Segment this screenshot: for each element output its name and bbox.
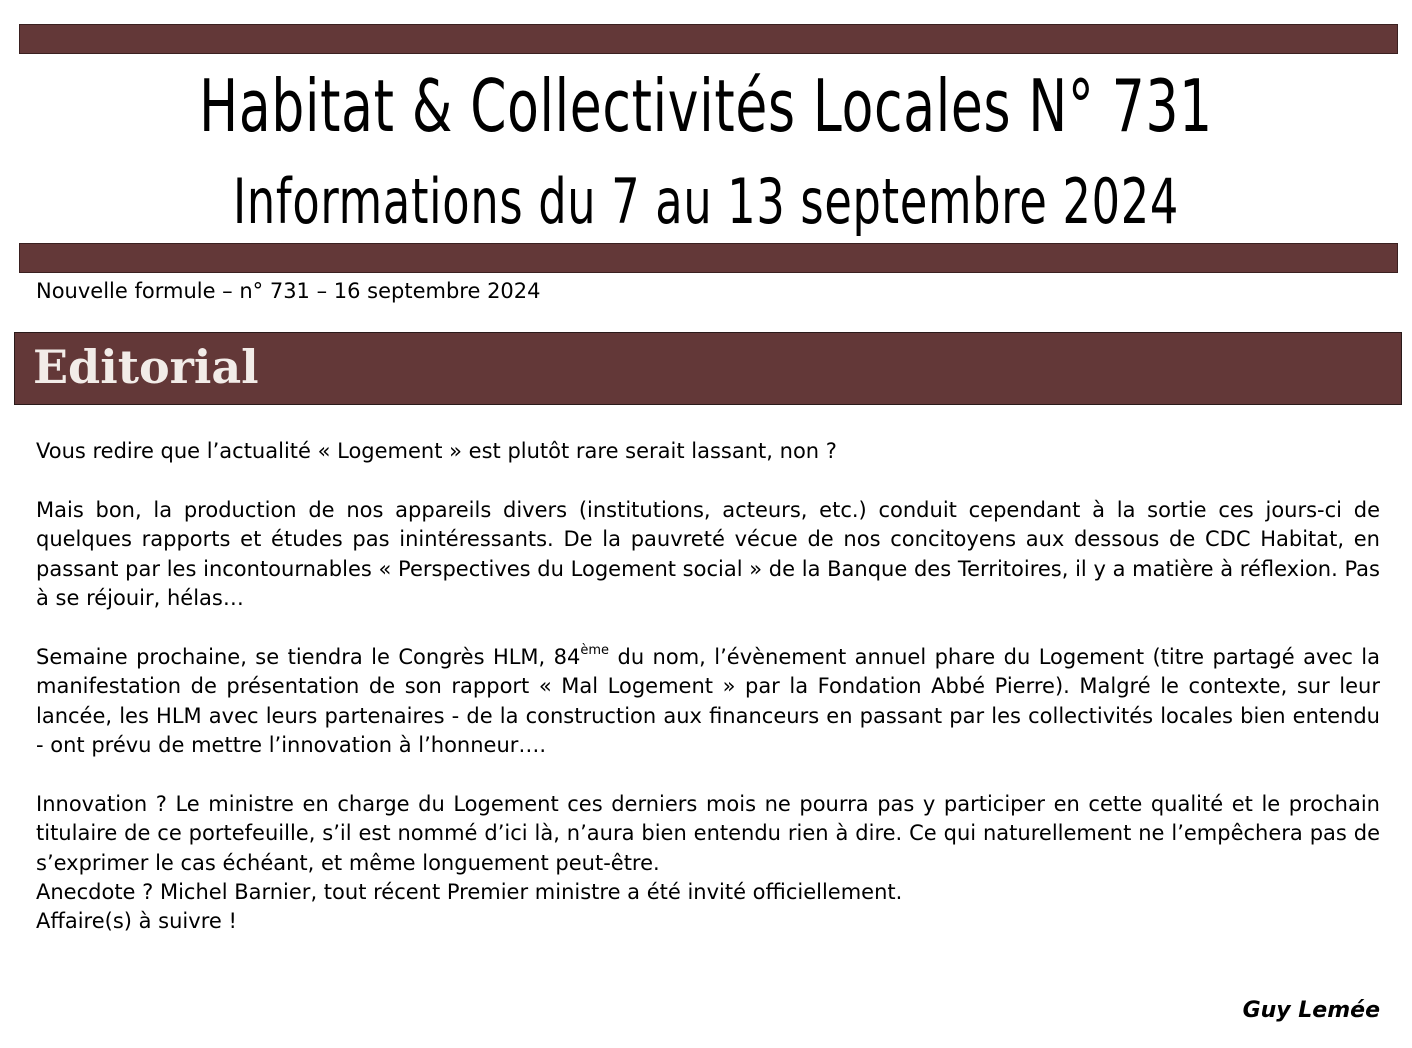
- masthead-title: Habitat & Collectivités Locales N° 731: [199, 64, 1213, 148]
- section-header-editorial: [14, 332, 1402, 405]
- paragraph-3-end: du nom, l’évènement annuel phare du Logement (titre partagé avec la manifestation de présentation de son rapport « Mal Logement » par la Fondation Abbé Pierre). Malgré le contexte, sur leur lancée, les HLM avec leurs partenaires - de la construction aux financeurs en passant par les collectivités locales bien entendu - ont prévu de mettre l’innovation à l’honneur….: [36, 645, 1380, 758]
- header-bottom-rule: [19, 243, 1398, 273]
- section-title: Editorial: [33, 340, 259, 394]
- editorial-paragraph-3: [36, 643, 1380, 761]
- editorial-paragraph-6: Affaire(s) à suivre !: [36, 909, 237, 933]
- masthead-subtitle: Informations du 7 au 13 septembre 2024: [233, 165, 1179, 238]
- paragraph-3-start: Semaine prochaine, se tiendra le Congrès HLM, 84: [36, 645, 581, 669]
- author-signature: Guy Lemée: [1242, 998, 1380, 1023]
- issue-line: Nouvelle formule – n° 731 – 16 septembre 2024: [36, 279, 541, 303]
- editorial-paragraph-4: Innovation ? Le ministre en charge du Logement ces derniers mois ne pourra pas y participer en cette qualité et le prochain titulaire de ce portefeuille, s’il est nommé d’ici là, n’aura bien entendu rien à dire. Ce qui naturellement ne l’empêchera pas de s’exprimer le cas échéant, et même longuement peut-être.: [36, 792, 1380, 875]
- editorial-paragraph-5: Anecdote ? Michel Barnier, tout récent Premier ministre a été invité officiellement.: [36, 880, 903, 904]
- editorial-paragraph-2: Mais bon, la production de nos appareils divers (institutions, acteurs, etc.) conduit cependant à la sortie ces jours-ci de quelques rapports et études pas inintéressants. De la pauvreté vécue de nos concitoyens aux dessous de CDC Habitat, en passant par les incontournables « Perspectives du Logement social » de la Banque des Territoires, il y a matière à réflexion. Pas à se réjouir, hélas…: [36, 498, 1380, 611]
- editorial-paragraph-1: Vous redire que l’actualité « Logement » est plutôt rare serait lassant, non ?: [36, 439, 837, 463]
- header-top-rule: [19, 24, 1398, 54]
- ordinal-superscript: ème: [580, 643, 610, 658]
